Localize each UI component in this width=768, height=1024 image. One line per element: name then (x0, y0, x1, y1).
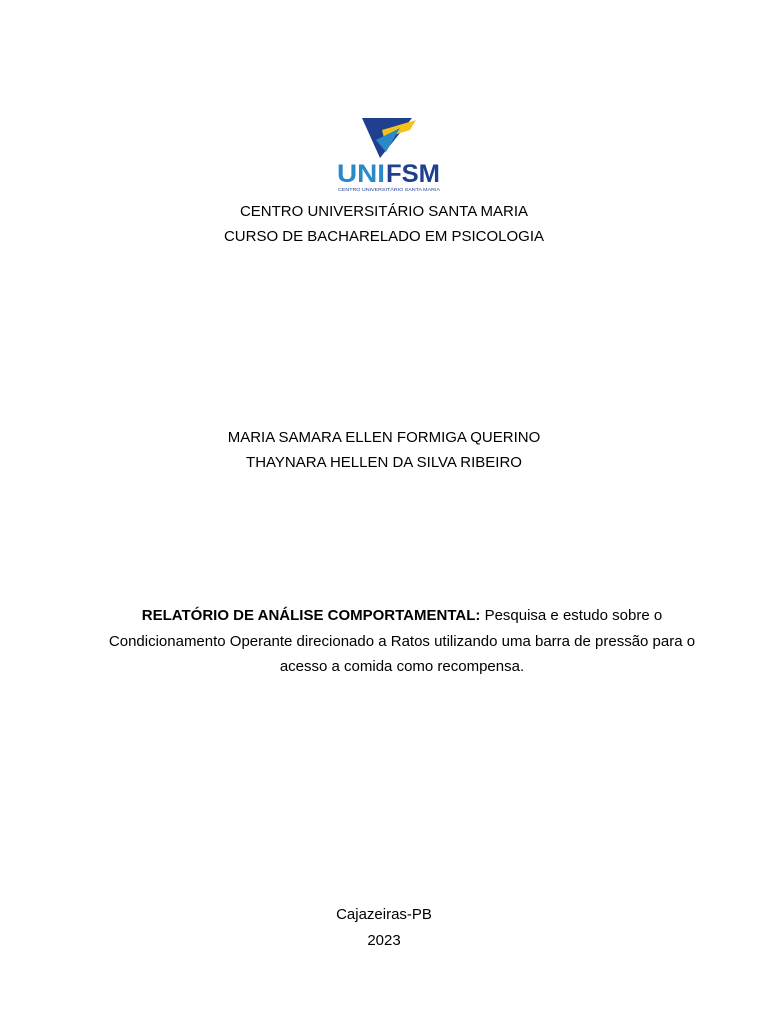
unifsm-logo (336, 116, 442, 196)
institution-name: CENTRO UNIVERSITÁRIO SANTA MARIA (239, 203, 529, 220)
report-title-main: RELATÓRIO DE ANÁLISE COMPORTAMENTAL: (141, 607, 481, 624)
logo-wordmark-fsm: FSM (386, 160, 440, 188)
city: Cajazeiras-PB (336, 906, 432, 923)
author-name: MARIA SAMARA ELLEN FORMIGA QUERINO (227, 429, 541, 446)
logo-tagline: CENTRO UNIVERSITÁRIO SANTA MARIA (338, 187, 427, 192)
report-title-subtitle: Pesquisa e estudo sobre o Condicionamento Operante direcionado a Ratos utilizando uma barra de pressão para o acesso a comida como recompensa. (108, 607, 696, 675)
year: 2023 (367, 932, 401, 949)
course-name: CURSO DE BACHARELADO EM PSICOLOGIA (223, 228, 545, 245)
logo-wordmark-uni: UNI (337, 160, 385, 188)
report-title (104, 603, 700, 680)
author-name: THAYNARA HELLEN DA SILVA RIBEIRO (246, 454, 522, 471)
